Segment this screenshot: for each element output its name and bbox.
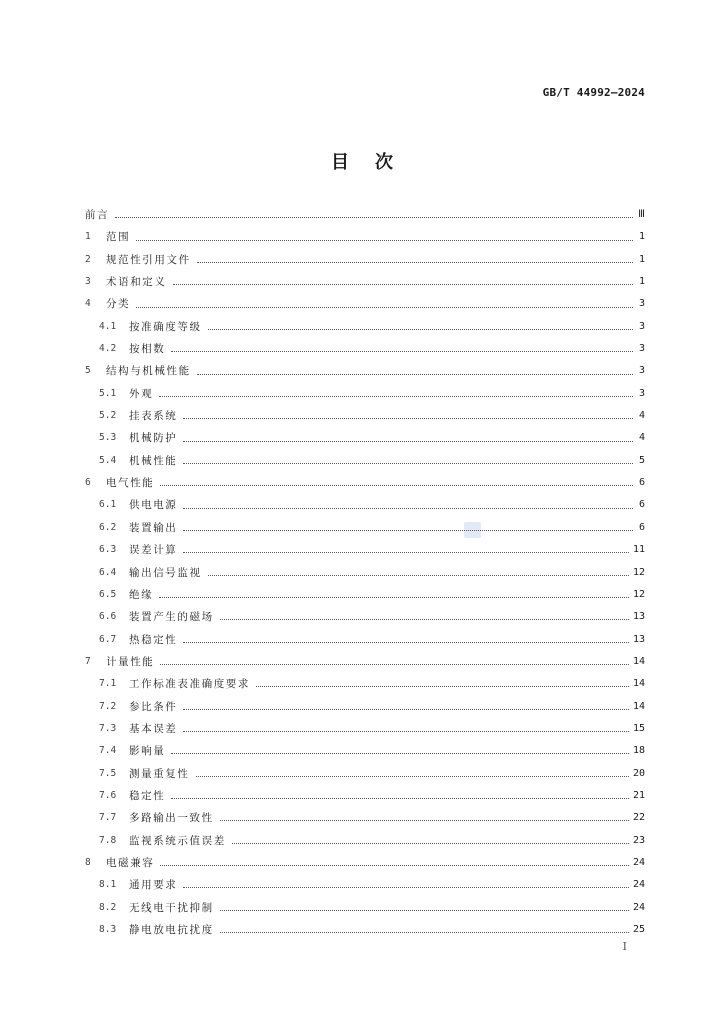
toc-dot-leader — [183, 507, 633, 509]
standard-code: GB/T 44992—2024 — [542, 86, 645, 99]
toc-entry-page: 11 — [632, 544, 645, 556]
toc-entry-title: 测量重复性 — [129, 767, 190, 780]
toc-entry-page: 15 — [632, 722, 645, 734]
page-number: I — [622, 940, 627, 953]
toc-entry-title: 挂表系统 — [129, 410, 178, 423]
toc-entry-page: 18 — [632, 745, 645, 757]
toc-entry-number: 4.1 — [99, 320, 117, 332]
toc-entry-page: 13 — [632, 633, 645, 645]
toc-entry[interactable] — [85, 919, 645, 941]
toc-entry-page: 3 — [638, 365, 645, 377]
toc-dot-leader — [173, 283, 634, 285]
toc-entry[interactable] — [85, 517, 645, 539]
toc-entry-page: 4 — [638, 432, 645, 444]
toc-entry-page: 23 — [632, 834, 645, 846]
toc-dot-leader — [183, 462, 633, 464]
toc-entry-number: 7.2 — [99, 700, 117, 712]
toc-entry-number: 6.2 — [99, 521, 117, 533]
toc-entry-page: 6 — [638, 521, 645, 533]
toc-entry-title: 规范性引用文件 — [106, 253, 191, 266]
toc-dot-leader — [160, 484, 633, 486]
toc-dot-leader — [183, 886, 629, 888]
toc-entry-number: 7.5 — [99, 767, 117, 779]
toc-dot-leader — [208, 574, 629, 576]
toc-entry-title: 前言 — [85, 209, 110, 221]
toc-entry-title: 外观 — [129, 387, 154, 400]
toc-entry-number: 4.2 — [99, 343, 117, 355]
toc-entry[interactable] — [85, 673, 645, 695]
toc-entry[interactable] — [85, 427, 645, 449]
toc-entry-title: 参比条件 — [129, 700, 178, 713]
toc-entry-title: 计量性能 — [106, 655, 155, 668]
toc-dot-leader — [171, 797, 629, 799]
toc-dot-leader — [220, 909, 629, 911]
toc-dot-leader — [220, 931, 629, 933]
toc-entry-title: 影响量 — [129, 745, 166, 758]
toc-entry-number: 8.1 — [99, 879, 117, 891]
toc-entry-number: 5.3 — [99, 432, 117, 444]
toc-dot-leader — [159, 596, 629, 598]
toc-entry-page: 4 — [638, 410, 645, 422]
toc-entry-title: 按相数 — [129, 343, 166, 356]
toc-entry[interactable] — [85, 629, 645, 651]
toc-entry-title: 静电放电抗扰度 — [129, 924, 214, 936]
toc-entry-number: 1 — [85, 231, 91, 243]
toc-entry-page: 24 — [632, 856, 645, 868]
toc-entry-page: 6 — [638, 499, 645, 511]
toc-entry-title: 监视系统示值误差 — [129, 834, 226, 847]
toc-entry[interactable] — [85, 226, 645, 248]
toc-entry[interactable] — [85, 383, 645, 405]
toc-entry-page: 5 — [638, 454, 645, 466]
toc-entry[interactable] — [85, 539, 645, 561]
toc-entry-title: 供电电源 — [129, 499, 178, 512]
toc-dot-leader — [183, 708, 629, 710]
toc-entry-number: 6.6 — [99, 611, 117, 623]
toc-entry-title: 电磁兼容 — [106, 856, 155, 869]
toc-entry-number: 6.7 — [99, 633, 117, 645]
toc-entry[interactable] — [85, 360, 645, 382]
toc-entry-page: 21 — [632, 789, 645, 801]
toc-entry-number: 6.3 — [99, 544, 117, 556]
toc-entry-number: 5 — [85, 365, 91, 377]
toc-entry-title: 结构与机械性能 — [106, 365, 191, 378]
toc-entry-page: 1 — [638, 231, 645, 243]
toc-dot-leader — [232, 842, 629, 844]
toc-entry-title: 术语和定义 — [106, 276, 167, 289]
toc-entry-number: 7.1 — [99, 678, 117, 690]
toc-entry[interactable] — [85, 874, 645, 896]
toc-entry-number: 6.5 — [99, 588, 117, 600]
toc-entry-number: 5.2 — [99, 410, 117, 422]
toc-entry[interactable] — [85, 271, 645, 293]
toc-entry-page: 14 — [632, 655, 645, 667]
toc-entry[interactable] — [85, 249, 645, 271]
toc-entry[interactable] — [85, 830, 645, 852]
toc-dot-leader — [160, 663, 629, 665]
toc-dot-leader — [256, 685, 629, 687]
toc-entry-page: 24 — [632, 879, 645, 891]
toc-entry-number: 7.4 — [99, 745, 117, 757]
toc-entry-title: 基本误差 — [129, 722, 178, 735]
toc-dot-leader — [183, 529, 633, 531]
toc-entry-number: 7 — [85, 655, 91, 667]
toc-entry-title: 无线电干扰抑制 — [129, 901, 214, 914]
toc-entry-title: 工作标准表准确度要求 — [129, 678, 250, 691]
toc-entry-number: 5.4 — [99, 454, 117, 466]
toc-entry-number: 6.1 — [99, 499, 117, 511]
toc-entry[interactable] — [85, 293, 645, 315]
toc-dot-leader — [136, 306, 633, 308]
toc-entry[interactable] — [85, 584, 645, 606]
toc-entry-number: 7.3 — [99, 722, 117, 734]
toc-entry-number: 6 — [85, 477, 91, 489]
toc-dot-leader — [171, 752, 629, 754]
toc-entry-title: 范围 — [106, 231, 131, 244]
toc-dot-leader — [220, 618, 629, 620]
toc-entry-page: 20 — [632, 767, 645, 779]
toc-entry[interactable] — [85, 807, 645, 829]
toc-entry-number: 4 — [85, 298, 91, 310]
toc-entry[interactable] — [85, 740, 645, 762]
toc-entry-page: Ⅲ — [638, 209, 645, 220]
toc-entry[interactable] — [85, 405, 645, 427]
toc-entry-page: 14 — [632, 700, 645, 712]
toc-dot-leader — [136, 239, 633, 241]
toc-entry[interactable] — [85, 696, 645, 718]
toc-entry-number: 8.2 — [99, 901, 117, 913]
toc-entry[interactable] — [85, 316, 645, 338]
toc-entry-number: 7.7 — [99, 812, 117, 824]
toc-dot-leader — [183, 641, 629, 643]
toc-dot-leader — [159, 395, 633, 397]
toc-entry-number: 7.6 — [99, 789, 117, 801]
toc-entry[interactable] — [85, 785, 645, 807]
toc-dot-leader — [183, 440, 633, 442]
toc-entry-number: 7.8 — [99, 834, 117, 846]
toc-entry[interactable] — [85, 606, 645, 628]
toc-entry-title: 装置产生的磁场 — [129, 611, 214, 624]
toc-dot-leader — [197, 261, 633, 263]
toc-entry-page: 3 — [638, 343, 645, 355]
toc-dot-leader — [197, 373, 633, 375]
toc-entry-page: 1 — [638, 276, 645, 288]
toc-entry-page: 14 — [632, 678, 645, 690]
toc-entry-title: 按准确度等级 — [129, 320, 202, 333]
toc-entry-page: 1 — [638, 253, 645, 265]
toc-entry-page: 25 — [632, 924, 645, 935]
toc-entry-title: 多路输出一致性 — [129, 812, 214, 825]
toc-entry-title: 装置输出 — [129, 521, 178, 534]
toc-entry-number: 3 — [85, 276, 91, 288]
toc-dot-leader — [160, 864, 629, 866]
toc-entry-number: 8.3 — [99, 924, 117, 935]
page-title — [0, 148, 724, 174]
toc-entry-page: 3 — [638, 298, 645, 310]
toc-entry-page: 12 — [632, 566, 645, 578]
toc-entry-number: 2 — [85, 253, 91, 265]
toc-entry-number: 5.1 — [99, 387, 117, 399]
toc-entry-page: 22 — [632, 812, 645, 824]
toc-entry[interactable] — [85, 651, 645, 673]
toc-entry-page: 3 — [638, 387, 645, 399]
toc-entry[interactable] — [85, 897, 645, 919]
page-title-part-1: 目 — [331, 152, 349, 173]
toc-entry-page: 6 — [638, 477, 645, 489]
toc-entry-page: 3 — [638, 320, 645, 332]
toc-dot-leader — [171, 350, 633, 352]
toc-dot-leader — [183, 551, 629, 553]
toc-entry-title: 绝缘 — [129, 588, 154, 601]
toc-entry[interactable] — [85, 562, 645, 584]
toc-entry-title: 输出信号监视 — [129, 566, 202, 579]
toc-entry-title: 稳定性 — [129, 789, 166, 802]
toc-entry[interactable] — [85, 472, 645, 494]
toc-dot-leader — [196, 775, 629, 777]
toc-entry-title: 热稳定性 — [129, 633, 178, 646]
toc-entry-number: 8 — [85, 856, 91, 868]
toc-dot-leader — [183, 417, 633, 419]
toc-entry-title: 通用要求 — [129, 879, 178, 892]
toc-entry[interactable] — [85, 718, 645, 740]
toc-entry-title: 电气性能 — [106, 477, 155, 490]
toc-entry-title: 分类 — [106, 298, 131, 311]
toc-dot-leader — [208, 328, 633, 330]
toc-entry-page: 24 — [632, 901, 645, 913]
page-title-part-2: 次 — [375, 152, 393, 173]
toc-entry-page: 12 — [632, 588, 645, 600]
toc-entry-title: 机械防护 — [129, 432, 178, 445]
table-of-contents — [85, 204, 645, 941]
toc-entry[interactable] — [85, 450, 645, 472]
toc-entry-page: 13 — [632, 611, 645, 623]
toc-entry-title: 误差计算 — [129, 544, 178, 557]
toc-entry-number: 6.4 — [99, 566, 117, 578]
toc-entry[interactable] — [85, 494, 645, 516]
toc-dot-leader — [183, 730, 629, 732]
toc-dot-leader — [220, 819, 629, 821]
toc-dot-leader — [115, 216, 633, 218]
toc-entry[interactable] — [85, 338, 645, 360]
toc-entry[interactable] — [85, 763, 645, 785]
toc-entry[interactable] — [85, 852, 645, 874]
toc-entry[interactable] — [85, 204, 645, 226]
toc-entry-title: 机械性能 — [129, 454, 178, 467]
